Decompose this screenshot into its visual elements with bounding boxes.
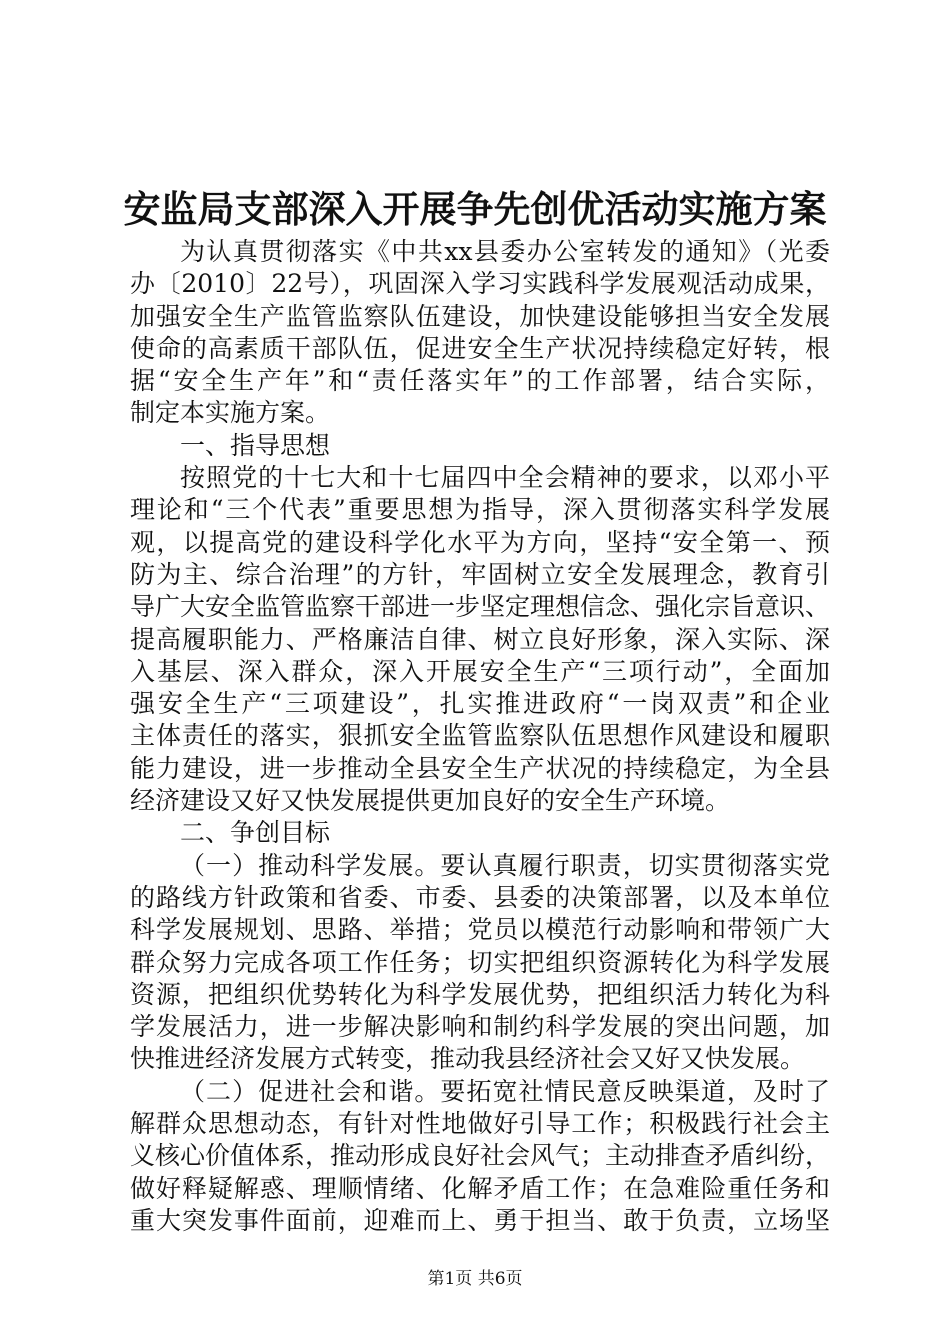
- body-line: 做好释疑解惑、理顺情绪、化解矛盾工作；在急难险重任务和: [130, 1173, 830, 1203]
- body-line: 入基层、深入群众，深入开展安全生产“三项行动”，全面加: [130, 656, 830, 686]
- body-line: 制定本实施方案。: [130, 398, 331, 428]
- body-line: 重大突发事件面前，迎难而上、勇于担当、敢于负责，立场坚: [130, 1205, 830, 1235]
- body-line: 二、争创目标: [180, 818, 331, 848]
- body-line: 观，以提高党的建设科学化水平为方向，坚持“安全第一、预: [130, 527, 830, 557]
- body-line: 能力建设，进一步推动全县安全生产状况的持续稳定，为全县: [130, 753, 830, 783]
- body-line: （二）促进社会和谐。要拓宽社情民意反映渠道，及时了: [180, 1076, 830, 1106]
- body-line: 为认真贯彻落实《中共xx县委办公室转发的通知》（光委: [180, 237, 830, 266]
- body-line: 理论和“三个代表”重要思想为指导，深入贯彻落实科学发展: [130, 495, 830, 525]
- body-line: 快推进经济发展方式转变，推动我县经济社会又好又快发展。: [130, 1044, 806, 1074]
- body-line: 群众努力完成各项工作任务；切实把组织资源转化为科学发展: [130, 947, 830, 977]
- body-line: 按照党的十七大和十七届四中全会精神的要求，以邓小平: [180, 463, 830, 493]
- document-title: 安监局支部深入开展争先创优活动实施方案: [123, 187, 827, 231]
- body-line: 加强安全生产监管监察队伍建设，加快建设能够担当安全发展: [130, 301, 830, 331]
- body-line: 据“安全生产年”和“责任落实年”的工作部署，结合实际，: [130, 366, 830, 396]
- body-line: 学发展活力，进一步解决影响和制约科学发展的突出问题，加: [130, 1012, 830, 1042]
- body-line: 防为主、综合治理”的方针，牢固树立安全发展理念，教育引: [130, 559, 830, 589]
- body-line: 一、指导思想: [180, 430, 331, 460]
- body-line: 使命的高素质干部队伍，促进安全生产状况持续稳定好转，根: [130, 333, 830, 363]
- body-line: 办〔2010〕22号），巩固深入学习实践科学发展观活动成果，: [130, 269, 830, 299]
- body-line: 主体责任的落实，狠抓安全监管监察队伍思想作风建设和履职: [130, 721, 830, 751]
- body-line: （一）推动科学发展。要认真履行职责，切实贯彻落实党: [180, 850, 830, 880]
- document-body: [130, 236, 830, 1237]
- body-line: 强安全生产“三项建设”，扎实推进政府“一岗双责”和企业: [130, 689, 830, 719]
- body-line: 提高履职能力、严格廉洁自律、树立良好形象，深入实际、深: [130, 624, 830, 654]
- body-line: 科学发展规划、思路、举措；党员以模范行动影响和带领广大: [130, 915, 830, 945]
- page-footer: 第1页 共6页: [427, 1269, 523, 1289]
- body-line: 义核心价值体系，推动形成良好社会风气；主动排查矛盾纠纷，: [130, 1141, 831, 1171]
- body-line: 的路线方针政策和省委、市委、县委的决策部署，以及本单位: [130, 882, 830, 912]
- body-line: 导广大安全监管监察干部进一步坚定理想信念、强化宗旨意识、: [130, 592, 831, 622]
- body-line: 解群众思想动态，有针对性地做好引导工作；积极践行社会主: [130, 1109, 830, 1139]
- body-line: 资源，把组织优势转化为科学发展优势，把组织活力转化为科: [130, 979, 830, 1009]
- body-line: 经济建设又好又快发展提供更加良好的安全生产环境。: [130, 786, 731, 816]
